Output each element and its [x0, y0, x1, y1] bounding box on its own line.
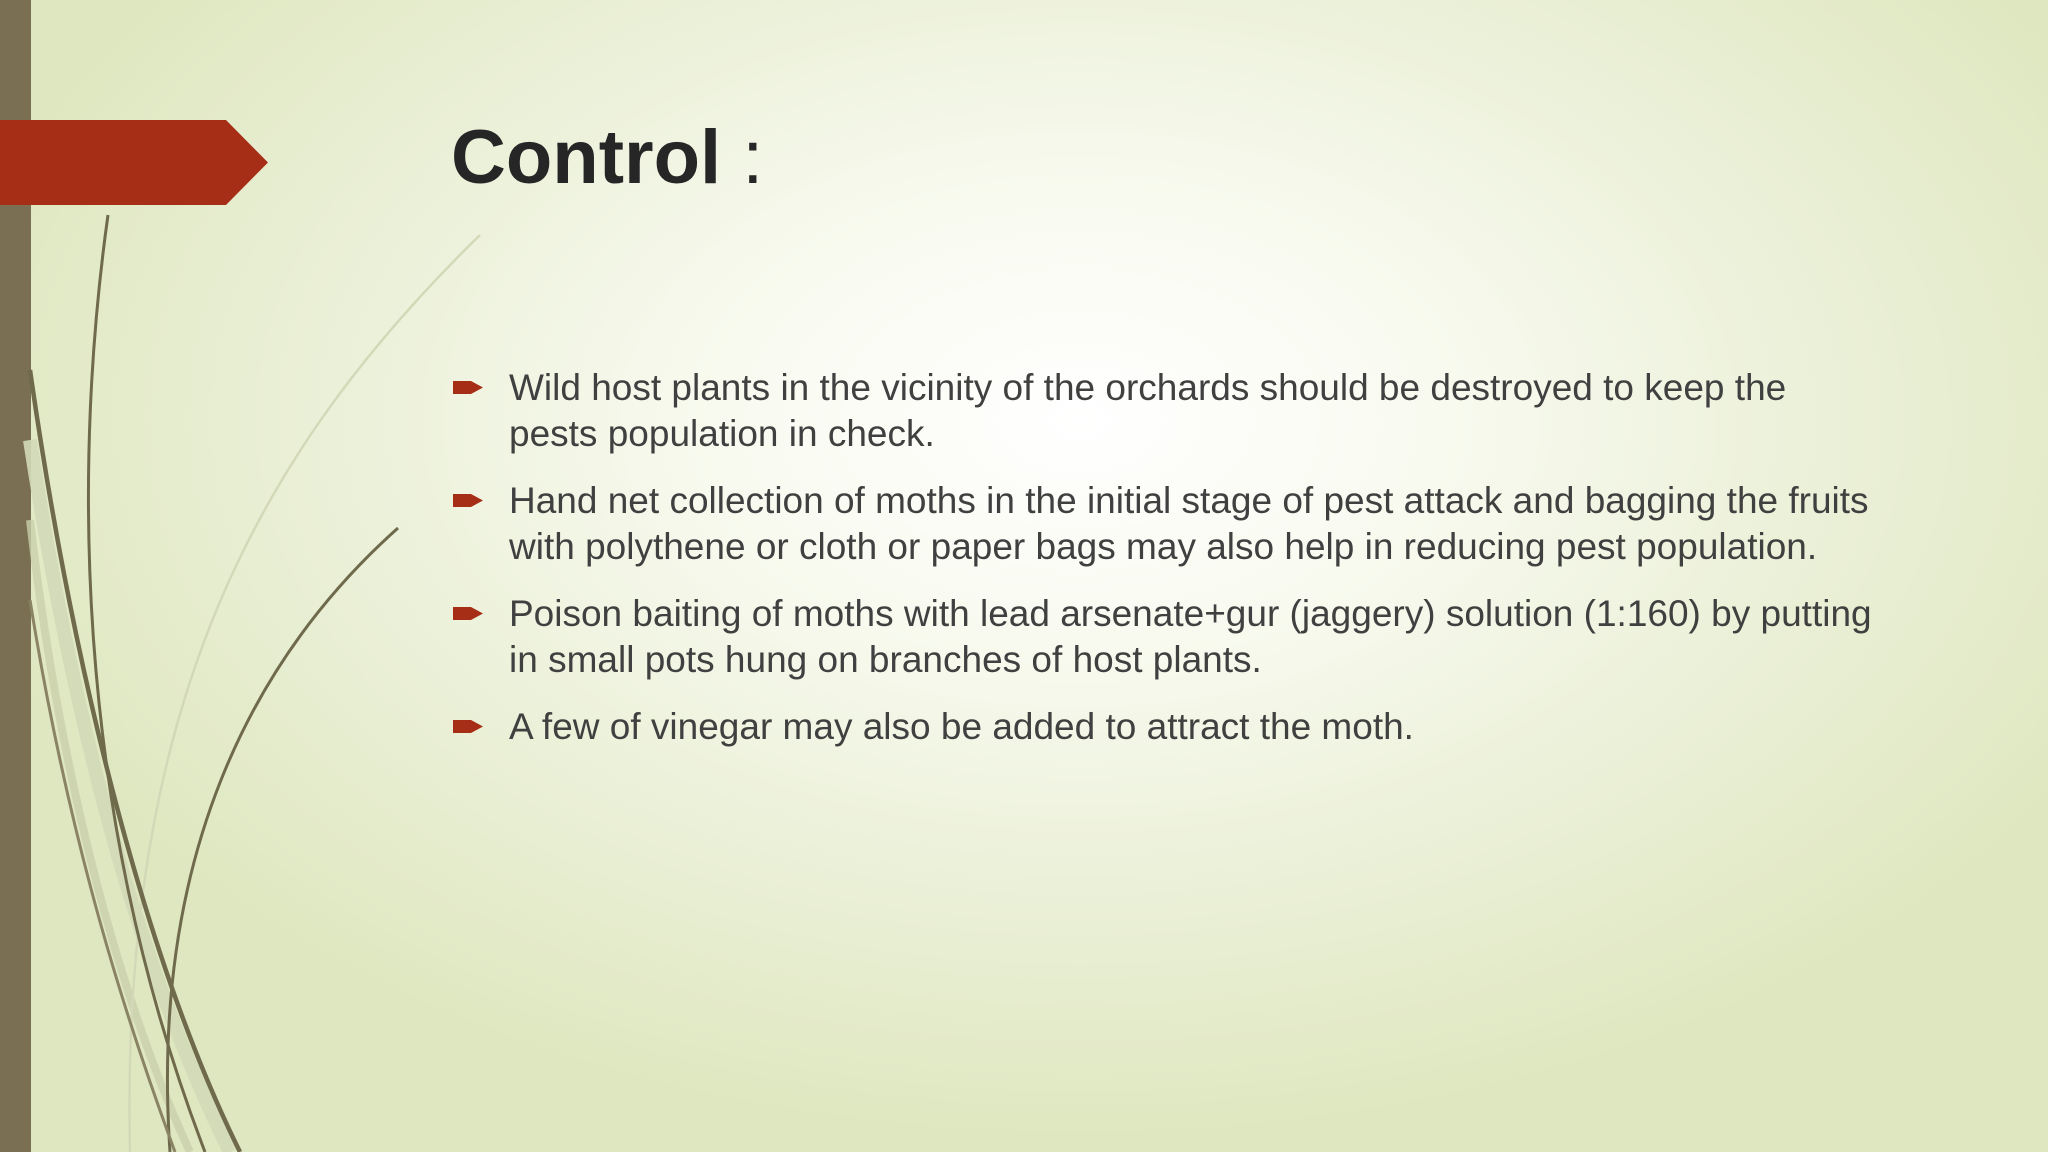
arrow-right-icon — [453, 378, 483, 397]
bullet-text: A few of vinegar may also be added to attract the moth. — [509, 706, 1414, 747]
bullet-item — [451, 704, 1881, 750]
bullet-text: Poison baiting of moths with lead arsenate+gur (jaggery) solution (1:160) by putting in small pots hung on branches of host plants. — [509, 593, 1872, 680]
bullet-item — [451, 478, 1881, 570]
bullet-text: Wild host plants in the vicinity of the orchards should be destroyed to keep the pests population in check. — [509, 367, 1787, 454]
arrow-right-icon — [453, 604, 483, 623]
arrow-right-icon — [453, 491, 483, 510]
slide-title — [451, 112, 763, 203]
arrow-right-icon — [453, 717, 483, 736]
bullet-list — [451, 365, 1881, 771]
title-flag-shape — [0, 120, 268, 205]
bullet-item — [451, 591, 1881, 683]
slide-title-text: Control — [451, 115, 722, 200]
bullet-item — [451, 365, 1881, 457]
slide-title-colon: : — [721, 115, 764, 200]
bullet-text: Hand net collection of moths in the initial stage of pest attack and bagging the fruits with polythene or cloth or paper bags may also help in reducing pest population. — [509, 480, 1869, 567]
